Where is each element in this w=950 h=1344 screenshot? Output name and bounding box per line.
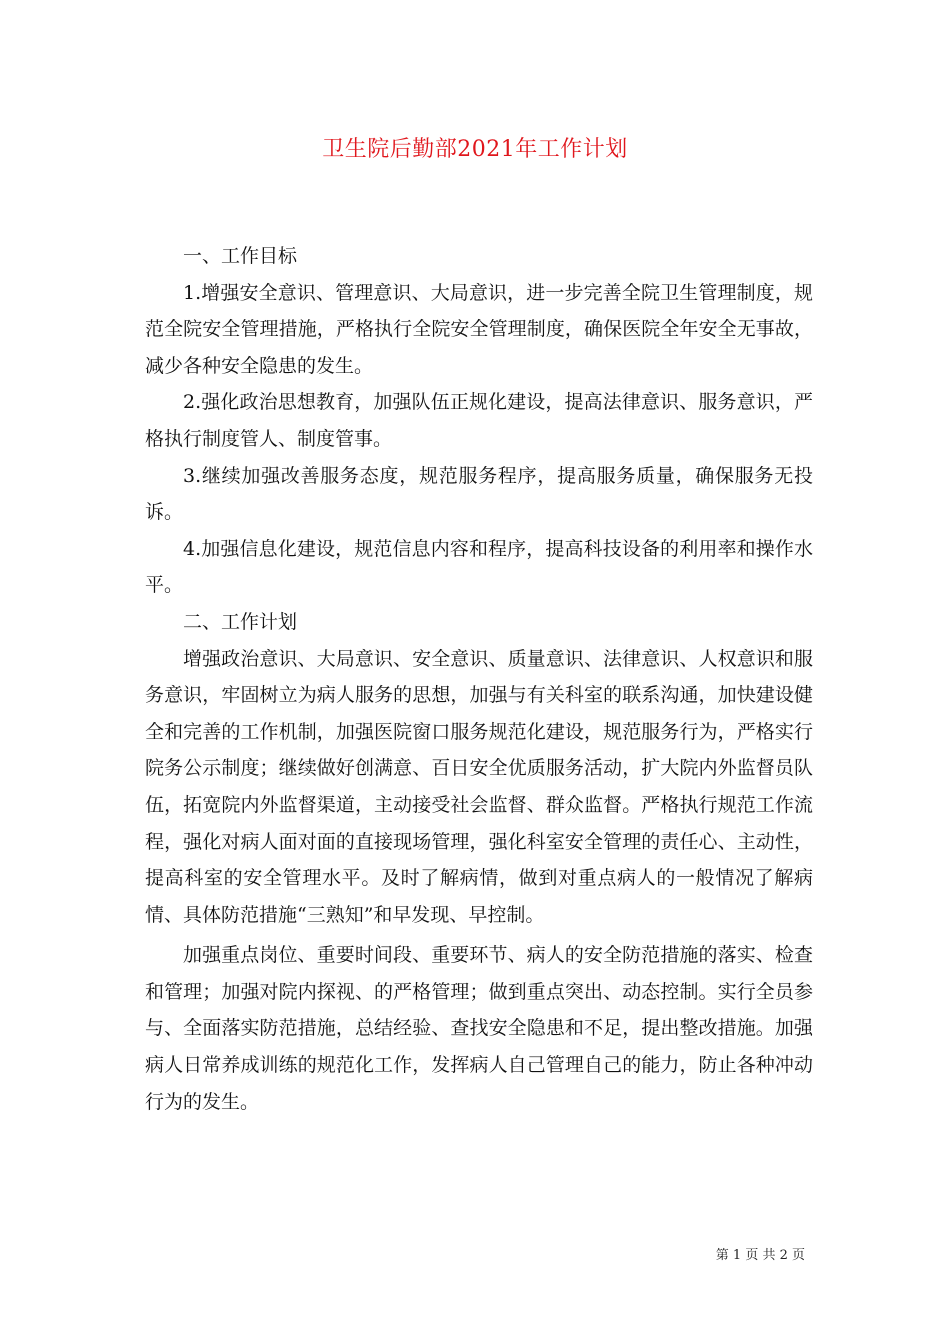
goal-paragraph-4: 4.加强信息化建设，规范信息内容和程序，提高科技设备的利用率和操作水平。 (145, 537, 813, 597)
page-number: 第 1 页 共 2 页 (715, 1248, 805, 1263)
document-body (145, 238, 813, 1120)
goal-paragraph-3: 3.继续加强改善服务态度，规范服务程序，提高服务质量，确保服务无投诉。 (145, 464, 813, 524)
goal-paragraph-1: 1.增强安全意识、管理意识、大局意识，进一步完善全院卫生管理制度，规范全院安全管理措施，严格执行全院安全管理制度，确保医院全年安全无事故，减少各种安全隐患的发生。 (145, 281, 813, 377)
section-heading-plan: 二、工作计划 (183, 610, 298, 633)
document-title: 卫生院后勤部2021年工作计划 (322, 137, 628, 162)
goal-paragraph-2: 2.强化政治思想教育，加强队伍正规化建设，提高法律意识、服务意识，严格执行制度管人、制度管事。 (145, 391, 813, 450)
section-heading-goals: 一、工作目标 (183, 245, 298, 267)
plan-paragraph-2: 加强重点岗位、重要时间段、重要环节、病人的安全防范措施的落实、检查和管理；加强对院内探视、的严格管理；做到重点突出、动态控制。实行全员参与、全面落实防范措施，总结经验、查找安全隐患和不足，提出整改措施。加强病人日常养成训练的规范化工作，发挥病人自己管理自己的能力，防止各种冲动行为的发生。 (145, 944, 813, 1113)
plan-paragraph-1: 增强政治意识、大局意识、安全意识、质量意识、法律意识、人权意识和服务意识，牢固树立为病人服务的思想，加强与有关科室的联系沟通，加快建设健全和完善的工作机制，加强医院窗口服务规范化建设，规范服务行为，严格实行院务公示制度；继续做好创满意、百日安全优质服务活动，扩大院内外监督员队伍，拓宽院内外监督渠道，主动接受社会监督、群众监督。严格执行规范工作流程，强化对病人面对面的直接现场管理，强化科室安全管理的责任心、主动性，提高科室的安全管理水平。及时了解病情，做到对重点病人的一般情况了解病情、具体防范措施“三熟知”和早发现、早控制。 (145, 647, 813, 926)
